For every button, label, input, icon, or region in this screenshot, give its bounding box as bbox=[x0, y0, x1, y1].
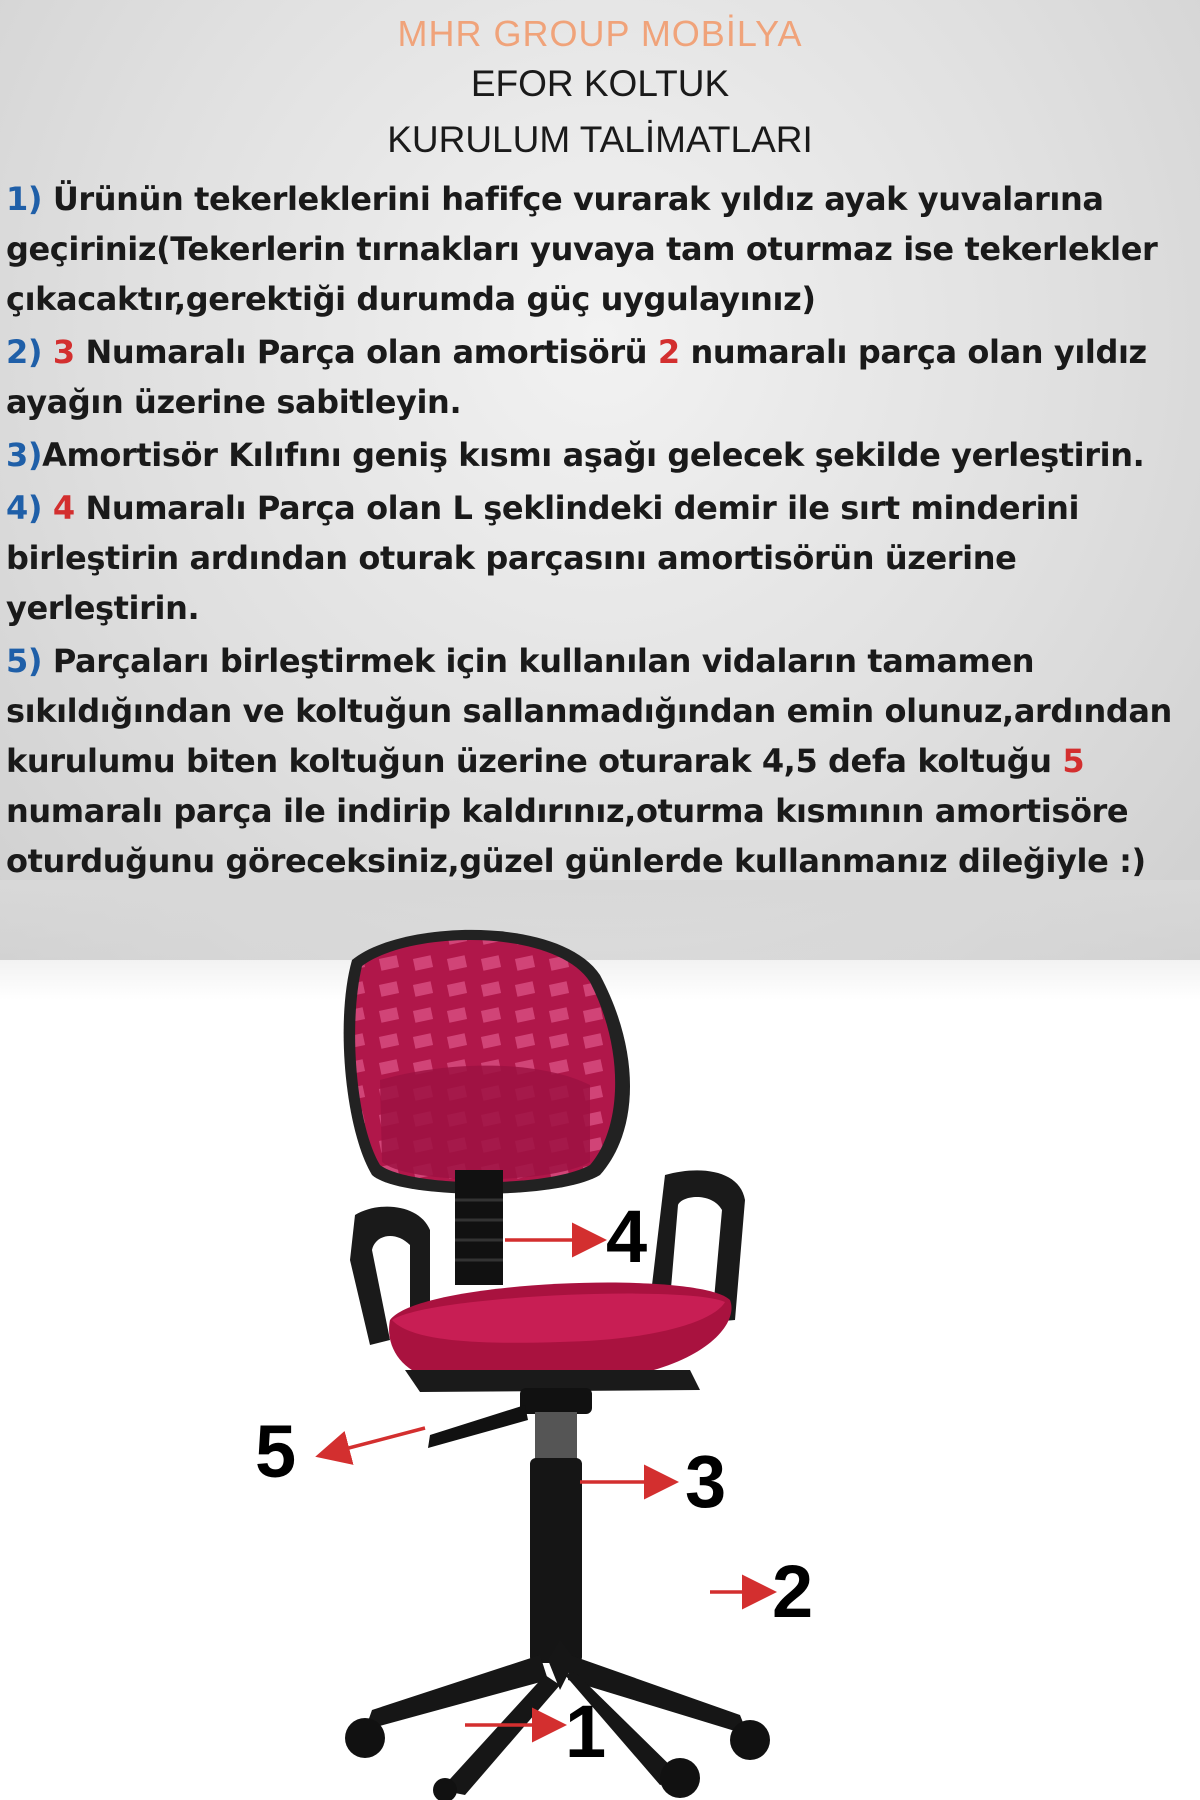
step-text: Parçaları birleştirmek için kullanılan vidaların tamamen sıkıldığından ve koltuğun sallanmadığından emin olunuz,ardından kurulumu biten koltuğun üzerine oturarak 4,5 defa koltuğu bbox=[6, 642, 1172, 780]
gas-lift-top bbox=[535, 1412, 577, 1462]
step-text: numaralı parça ile indirip kaldırınız,oturma kısmının amortisöre oturduğunu göreceksiniz,güzel günlerde kullanmanız dileğiyle :) bbox=[6, 792, 1146, 880]
step-text: Ürünün tekerleklerini hafifçe vurarak yıldız ayak yuvalarına geçiriniz(Tekerlerin tırnakları yuvaya tam oturmaz ise tekerlekler çıkacaktır,gerektiği durumda güç uygulayınız) bbox=[6, 180, 1158, 318]
seat bbox=[389, 1283, 731, 1392]
part-number: 5 bbox=[1062, 742, 1085, 780]
step-2 bbox=[6, 327, 1196, 427]
step-number: 5) bbox=[6, 642, 43, 680]
back-support-bar bbox=[455, 1170, 503, 1285]
casters bbox=[345, 1718, 770, 1800]
part-number: 4 bbox=[52, 489, 75, 527]
callout-2: 2 bbox=[772, 1550, 814, 1633]
callout-3: 3 bbox=[685, 1440, 727, 1523]
step-4 bbox=[6, 483, 1196, 633]
chair-illustration bbox=[0, 900, 1200, 1800]
height-lever bbox=[428, 1405, 528, 1448]
step-number: 1) bbox=[6, 180, 43, 218]
part-number: 3 bbox=[52, 333, 75, 371]
step-number: 4) bbox=[6, 489, 43, 527]
callout-4: 4 bbox=[606, 1195, 648, 1278]
instruction-list bbox=[6, 174, 1196, 889]
chair-diagram bbox=[0, 900, 1200, 1800]
step-number: 3) bbox=[6, 436, 43, 474]
step-1 bbox=[6, 174, 1196, 324]
callout-1: 1 bbox=[565, 1690, 607, 1773]
gas-lift-cover bbox=[530, 1458, 582, 1663]
instructions-title: KURULUM TALİMATLARI bbox=[387, 119, 813, 160]
backrest bbox=[344, 930, 630, 1194]
callout-5: 5 bbox=[255, 1410, 297, 1493]
header bbox=[0, 12, 1200, 168]
part-number: 2 bbox=[657, 333, 680, 371]
step-text: Numaralı Parça olan L şeklindeki demir ile sırt minderini birleştirin ardından oturak parçasını amortisörün üzerine yerleştirin. bbox=[6, 489, 1080, 627]
step-text: Numaralı Parça olan amortisörü bbox=[74, 333, 658, 371]
step-number: 2) bbox=[6, 333, 43, 371]
brand-name: MHR GROUP MOBİLYA bbox=[397, 13, 803, 54]
step-5 bbox=[6, 636, 1196, 886]
step-text: Amortisör Kılıfını geniş kısmı aşağı gelecek şekilde yerleştirin. bbox=[42, 436, 1145, 474]
product-title: EFOR KOLTUK bbox=[470, 63, 730, 104]
step-3 bbox=[6, 430, 1196, 480]
step-text: numaralı parça olan yıldız ayağın üzerine sabitleyin. bbox=[6, 333, 1147, 421]
seat-mechanism bbox=[520, 1388, 592, 1414]
